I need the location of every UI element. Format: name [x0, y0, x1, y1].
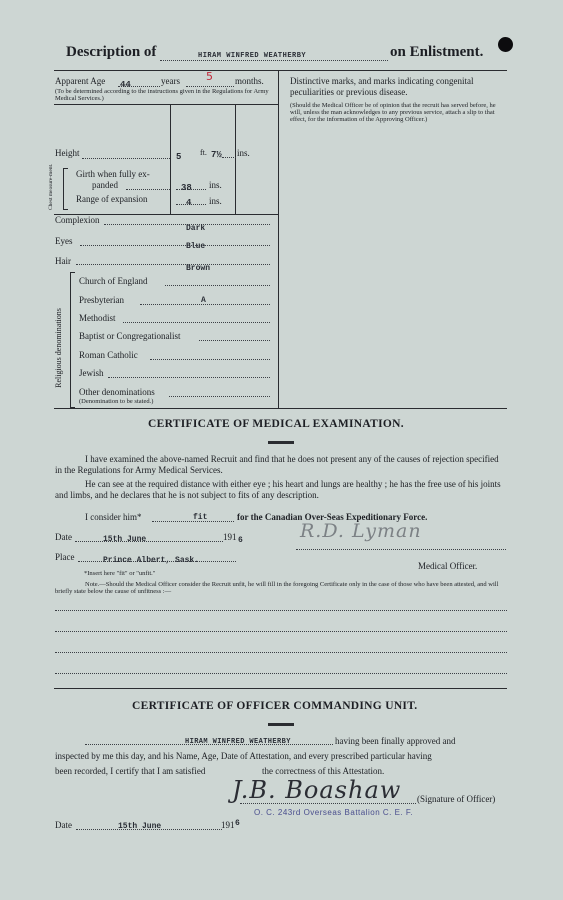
force-label: for the Canadian Over-Seas Expeditionary Force. [237, 512, 428, 522]
girth-label-2: panded [92, 180, 118, 190]
chest-label: Chest measure-ment. [48, 163, 54, 210]
unfit-line-4 [55, 673, 507, 674]
height-ft-value: 5 [176, 152, 182, 162]
complexion-label: Complexion [55, 215, 100, 225]
chest-bracket [63, 168, 68, 210]
marks-note: (Should the Medical Officer be of opinion that the recruit has served before, he will, unless the man acknowledges to any previous service, attach a slip to that effect, for the information of the Approving Officer.) [290, 102, 496, 123]
center-divider [278, 71, 279, 409]
marks-heading: Distinctive marks, and marks indicating congenital peculiarities or previous disease. [290, 76, 474, 97]
hair-label: Hair [55, 256, 71, 266]
medical-signature: R.D. Lyman [300, 520, 422, 542]
co-signature: J.B. Boashaw [232, 776, 402, 804]
ft-label: ft. [200, 148, 207, 157]
age-years-value: 44 [120, 80, 131, 90]
age-months-value: 5 [206, 70, 213, 83]
chest-label-box [48, 163, 59, 210]
eyes-dots [80, 245, 270, 246]
height-in-value: 7½ [211, 150, 222, 160]
medical-date-value: 15th June [103, 535, 147, 544]
years-label: years [161, 76, 180, 86]
co-year-prefix: 191 [221, 820, 235, 830]
medical-date-dots [75, 541, 223, 542]
title-name: HIRAM WINFRED WEATHERBY [198, 52, 307, 60]
medical-unfit-note: Note.—Should the Medical Officer consider the Recruit unfit, he will fill in the foregoing Certificate only in the case of those who have been attested, and will briefly state below the cause of unfitness :— [55, 581, 499, 595]
title-dotline [160, 60, 388, 61]
other-denomination-note: (Denomination to be stated.) [79, 398, 154, 405]
religion-label-6: Other denominations [79, 387, 155, 397]
religion-dots-4 [150, 359, 270, 360]
co-name-value: HIRAM WINFRED WEATHERBY [185, 738, 291, 746]
medical-officer-label: Medical Officer. [418, 561, 478, 571]
co-line3-b: the correctness of this Attestation. [262, 766, 385, 776]
height-ins-label: ins. [237, 148, 250, 158]
place-label: Place [55, 552, 75, 562]
girth-ins-label: ins. [209, 180, 222, 190]
consider-value: fit [193, 513, 208, 522]
hair-dots [76, 264, 270, 265]
religion-label-2: Methodist [79, 313, 116, 323]
medical-year-prefix: 191 [223, 532, 237, 542]
medical-para-2: He can see at the required distance with either eye ; his heart and lungs are healthy ; he has the free use of his joints and limbs, and he declares that he is not subject to fits of any description. [55, 479, 501, 500]
religion-label-5: Jewish [79, 368, 104, 378]
religion-dots-0 [165, 285, 270, 286]
complexion-value: Dark [186, 224, 206, 233]
height-label: Height [55, 148, 80, 158]
religion-side-box [54, 294, 68, 394]
height-in-dots [222, 157, 236, 158]
religion-side-label: Religious denominations [54, 308, 63, 388]
co-date-label: Date [55, 820, 72, 830]
religion-dots-5 [108, 377, 270, 378]
co-line1-rest: having been finally approved and [335, 736, 456, 746]
girth-value: 38 [181, 183, 192, 193]
religion-label-0: Church of England [79, 276, 148, 286]
co-line2: inspected by me this day, and his Name, Age, Date of Attestation, and every prescribed particular having [55, 751, 432, 761]
value-col-right [235, 104, 236, 214]
age-label: Apparent Age [55, 76, 106, 86]
eyes-value: Blue [186, 242, 206, 251]
eyes-label: Eyes [55, 236, 73, 246]
co-signature-label: (Signature of Officer) [417, 794, 496, 804]
age-months-dots [186, 86, 234, 87]
religion-bracket [70, 272, 75, 408]
commanding-heading-rule [268, 723, 294, 726]
insert-note: *Insert here "fit" or "unfit." [84, 570, 156, 577]
unfit-line-3 [55, 652, 507, 653]
top-rule [54, 70, 507, 71]
religion-label-1: Presbyterian [79, 295, 124, 305]
commanding-heading: CERTIFICATE OF OFFICER COMMANDING UNIT. [132, 700, 418, 712]
co-line3-a: been recorded, I certify that I am satisfied [55, 766, 206, 776]
religion-dots-3 [199, 340, 270, 341]
religion-value-1: A [201, 296, 206, 305]
medical-heading-rule [268, 441, 294, 444]
age-rule [54, 104, 278, 105]
hair-value: Brown [186, 264, 211, 273]
medical-heading: CERTIFICATE OF MEDICAL EXAMINATION. [148, 418, 404, 430]
co-signature-dots [240, 803, 416, 804]
girth-dots-a [126, 189, 170, 190]
co-year-suffix: 6 [235, 819, 240, 828]
medical-date-label: Date [55, 532, 72, 542]
medical-end-rule [54, 688, 507, 689]
medical-year-suffix: 6 [238, 536, 243, 545]
range-label: Range of expansion [76, 194, 148, 204]
unfit-line-1 [55, 610, 507, 611]
religion-dots-2 [123, 322, 270, 323]
girth-label-1: Girth when fully ex- [76, 169, 150, 179]
range-ins-label: ins. [209, 196, 222, 206]
medical-para-1: I have examined the above-named Recruit and find that he does not present any of the causes of rejection specified in the Regulations for Army Medical Services. [55, 454, 499, 475]
value-col-left [170, 104, 171, 214]
height-dots [82, 158, 170, 159]
co-stamp: O. C. 243rd Overseas Battalion C. E. F. [254, 808, 414, 817]
consider-label: I consider him* [85, 512, 142, 522]
religion-label-3: Baptist or Congregationalist [79, 331, 181, 341]
title-right: on Enlistment. [390, 44, 484, 60]
place-value: Prince Albert, Sask. [103, 556, 200, 565]
punch-hole [498, 37, 513, 52]
title-left: Description of [66, 44, 157, 60]
religion-label-4: Roman Catholic [79, 350, 138, 360]
religion-dots-6 [169, 396, 270, 397]
range-value: 4 [186, 198, 192, 208]
co-date-value: 15th June [118, 822, 162, 831]
unfit-line-2 [55, 631, 507, 632]
medical-signature-dots [296, 549, 506, 550]
months-label: months. [235, 76, 264, 86]
section-rule [54, 408, 507, 409]
age-note: (To be determined according to the instructions given in the Regulations for Army Medical Services.) [55, 88, 269, 102]
